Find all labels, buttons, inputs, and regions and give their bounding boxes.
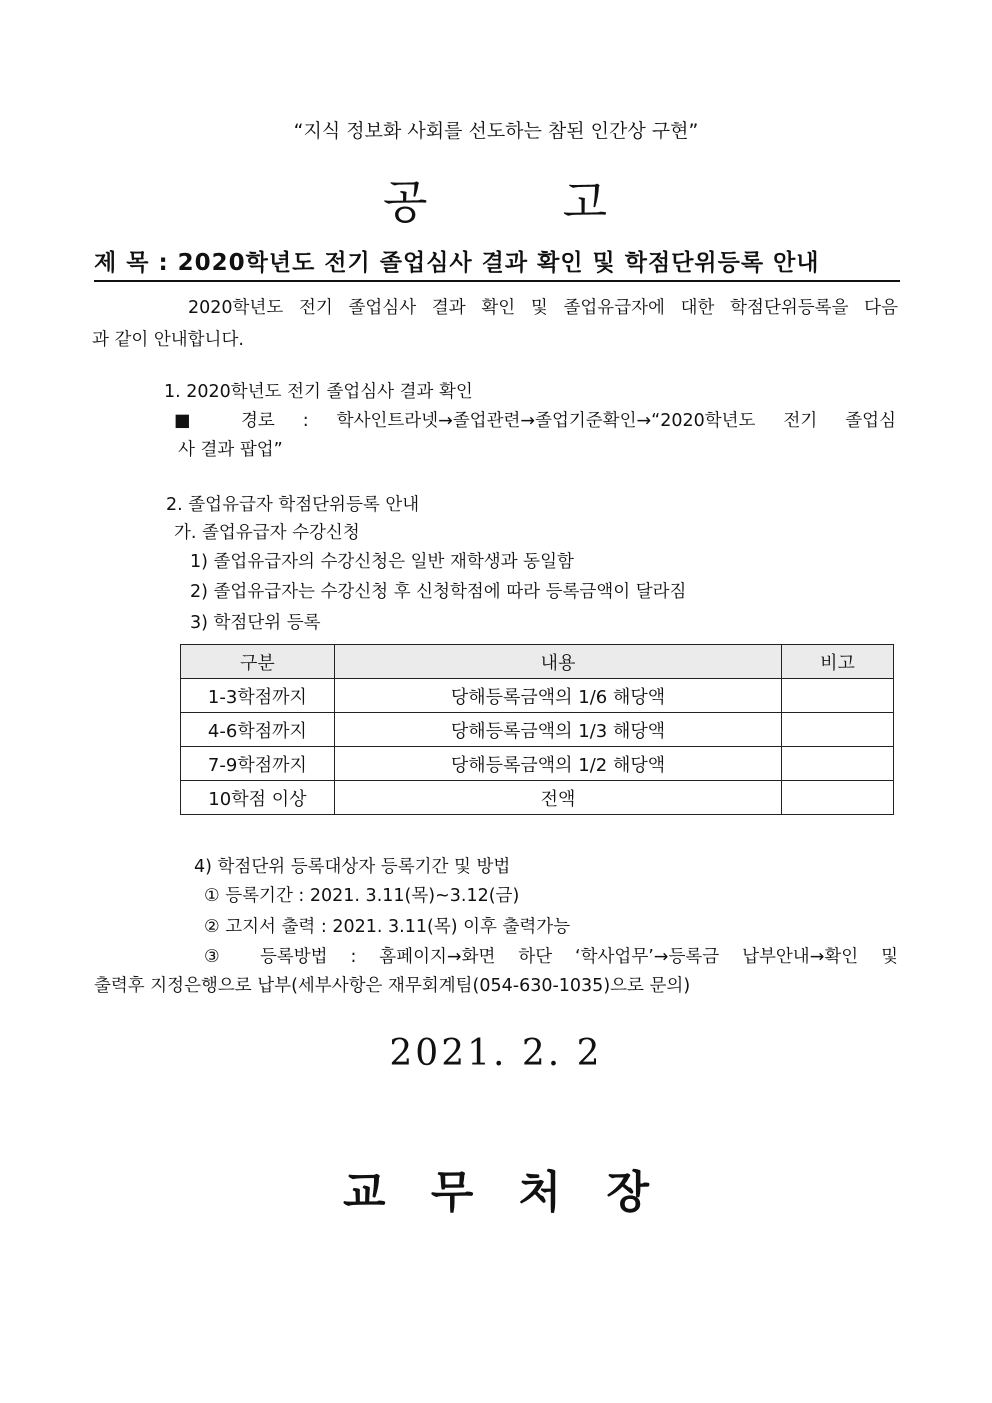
table-cell-category: 4-6학점까지 bbox=[181, 713, 335, 747]
table-cell-category: 7-9학점까지 bbox=[181, 747, 335, 781]
bill-printing: ② 고지서 출력 : 2021. 3.11(목) 이후 출력가능 bbox=[204, 917, 571, 937]
section2-item-3: 3) 학점단위 등록 bbox=[190, 613, 321, 633]
table-row bbox=[181, 781, 894, 815]
section1-path-line-2: 사 결과 팝업” bbox=[178, 440, 283, 460]
registration-period: ① 등록기간 : 2021. 3.11(목)~3.12(금) bbox=[204, 886, 520, 906]
notice-date: 2021. 2. 2 bbox=[389, 1033, 603, 1074]
signer-title: 교 무 처 장 bbox=[343, 1167, 649, 1218]
notice-title bbox=[0, 166, 992, 232]
table-row bbox=[181, 713, 894, 747]
table-header-remarks: 비고 bbox=[782, 645, 894, 679]
intro-paragraph bbox=[92, 292, 898, 356]
table-cell-remarks bbox=[782, 713, 894, 747]
table-cell-category: 1-3학점까지 bbox=[181, 679, 335, 713]
table-header-category: 구분 bbox=[181, 645, 335, 679]
table-cell-remarks bbox=[782, 781, 894, 815]
notice-title-char-1: 공 bbox=[382, 175, 430, 229]
section2-item-1: 1) 졸업유급자의 수강신청은 일반 재학생과 동일함 bbox=[190, 552, 574, 572]
table-cell-content: 당해등록금액의 1/6 해당액 bbox=[334, 679, 781, 713]
intro-line-2: 과 같이 안내합니다. bbox=[92, 330, 244, 350]
section2-item-2: 2) 졸업유급자는 수강신청 후 신청학점에 따라 등록금액이 달라짐 bbox=[190, 582, 687, 602]
motto-text: “지식 정보화 사회를 선도하는 참된 인간상 구현” bbox=[293, 120, 699, 142]
table-row bbox=[181, 747, 894, 781]
section1-path-line-1: ■ 경로 : 학사인트라넷→졸업관련→졸업기준확인→“2020학년도 전기 졸업심 bbox=[174, 411, 896, 431]
registration-method-line-2: 출력후 지정은행으로 납부(세부사항은 재무회계팀(054-630-1035)으로 문의) bbox=[94, 976, 691, 996]
table-cell-content: 당해등록금액의 1/3 해당액 bbox=[334, 713, 781, 747]
tuition-table bbox=[180, 644, 894, 815]
table-header-content: 내용 bbox=[334, 645, 781, 679]
registration-method-line-1: ③ 등록방법 : 홈페이지→화면 하단 ‘학사업무’→등록금 납부안내→확인 및 bbox=[204, 947, 898, 967]
section2-heading: 2. 졸업유급자 학점단위등록 안내 bbox=[166, 495, 420, 515]
table-cell-remarks bbox=[782, 679, 894, 713]
table-cell-content: 전액 bbox=[334, 781, 781, 815]
table-cell-category: 10학점 이상 bbox=[181, 781, 335, 815]
table-cell-content: 당해등록금액의 1/2 해당액 bbox=[334, 747, 781, 781]
notice-title-char-2: 고 bbox=[562, 175, 610, 229]
section2-sub-a: 가. 졸업유급자 수강신청 bbox=[174, 523, 360, 543]
subject-heading: 제 목 : 2020학년도 전기 졸업심사 결과 확인 및 학점단위등록 안내 bbox=[94, 244, 900, 282]
intro-line-1: 2020학년도 전기 졸업심사 결과 확인 및 졸업유급자에 대한 학점단위등록을 다음 bbox=[188, 298, 898, 318]
table-header-row bbox=[181, 645, 894, 679]
section2-item-4: 4) 학점단위 등록대상자 등록기간 및 방법 bbox=[194, 857, 511, 877]
table-cell-remarks bbox=[782, 747, 894, 781]
section1-heading: 1. 2020학년도 전기 졸업심사 결과 확인 bbox=[164, 382, 473, 402]
table-row bbox=[181, 679, 894, 713]
